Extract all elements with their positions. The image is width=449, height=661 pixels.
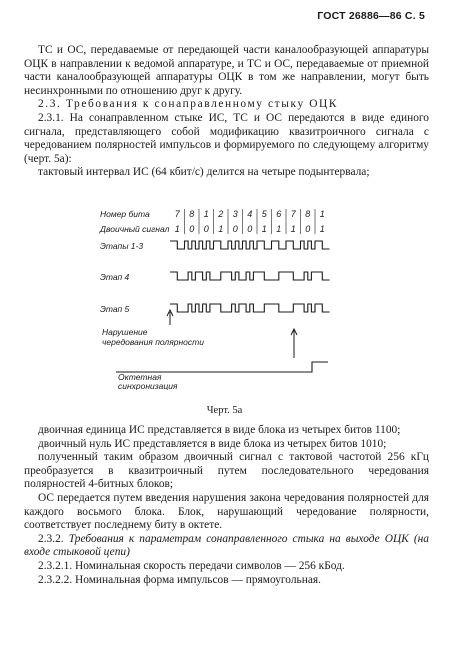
paragraph-binary-zero: двоичный нуль ИС представляется в виде блока из четырех битов 1010;	[38, 437, 387, 450]
paragraph-subinterval: тактовый интервал ИС (64 кбит/с) делится на четыре подынтервала;	[38, 166, 370, 179]
violation-arrow-1	[167, 310, 173, 325]
section-number-2-3-2: 2.3.2.	[38, 532, 64, 545]
bit-columns	[175, 209, 325, 234]
violation-arrow-2	[291, 329, 297, 358]
binary-value: 1	[276, 224, 282, 234]
paragraph-quasi-ternary: полученный таким образом двоичный сигнал с тактовой частотой 256 кГц преобразуется в квазитроичный путем последовательного чередования полярностей 4-битных блоков;	[24, 451, 429, 491]
figure-caption: Черт. 5а	[206, 405, 243, 416]
bit-number: 1	[203, 209, 209, 219]
bit-number: 5	[261, 209, 267, 219]
bit-number: 6	[276, 209, 282, 219]
binary-value: 1	[319, 224, 325, 234]
bit-number: 8	[189, 209, 195, 219]
paragraph-1: ТС и ОС, передаваемые от передающей части каналообразующей аппаратуры ОЦК в направлении к ведомой аппаратуре, и ТС и ОС, передаваемые от приемной части каналообразующей аппаратуры ОЦК в том же направлении, могут быть несинхронными по отношению друг к другу.	[24, 44, 429, 97]
sync-label-line-2: синхронизация	[118, 381, 178, 390]
top-text	[24, 44, 429, 180]
stage-1-3-waveform	[170, 241, 330, 249]
row-label-bit-number: Номер бита	[100, 209, 150, 219]
octet-sync-pulse	[116, 362, 328, 372]
sync-label-line-1: Октетная	[118, 372, 162, 382]
binary-value: 1	[290, 224, 296, 234]
violation-label-line-1: Нарушение	[102, 327, 148, 337]
binary-value: 1	[174, 224, 180, 234]
bit-number: 7	[290, 209, 296, 219]
paragraph-octet-signal: ОС передается путем введения нарушения закона чередования полярностей для каждого восьмого блока. Блок, нарушающий чередование полярности, соответствует последнему биту в октете.	[24, 491, 429, 532]
paragraph-2-3-2-1: 2.3.2.1. Номинальная скорость передачи символов — 256 кБод.	[38, 559, 345, 572]
bit-number: 7	[174, 209, 180, 219]
paragraph-2-3-1: 2.3.1. На сонаправленном стыке ИС, ТС и ОС передаются в виде единого сигнала, представляющего собой модификацию квазитроичного сигнала с чередованием полярностей импульсов и формируемого по следующему алгоритму (черт. 5а):	[24, 111, 429, 165]
row-label-stage-4: Этап 4	[100, 272, 130, 282]
section-heading-2-3: 2.3. Требования к сонаправленному стыку ОЦК	[38, 98, 339, 111]
paragraph-2-3-2	[24, 533, 429, 560]
paragraph-binary-one: двоичная единица ИС представляется в виде блока из четырех битов 1100;	[38, 424, 401, 436]
violation-label-line-2: чередования полярности	[102, 337, 204, 347]
binary-value: 0	[189, 224, 195, 234]
binary-value: 0	[203, 224, 209, 234]
stage-5-waveform	[170, 304, 330, 312]
row-label-stage-5: Этап 5	[100, 304, 130, 314]
bit-number: 2	[218, 209, 224, 219]
binary-value: 0	[305, 224, 311, 234]
row-label-binary: Двоичный сигнал	[100, 224, 170, 234]
stage-4-waveform	[170, 272, 330, 280]
bottom-text	[24, 424, 429, 587]
bit-number: 4	[247, 209, 253, 219]
binary-value: 0	[247, 224, 253, 234]
page-header: ГОСТ 26886—86 С. 5	[317, 10, 425, 22]
paragraph-2-3-2-2: 2.3.2.2. Номинальная форма импульсов — прямоугольная.	[38, 573, 321, 586]
bit-number: 8	[305, 209, 311, 219]
bit-number: 3	[232, 209, 238, 219]
row-label-stages-1-3: Этапы 1-3	[100, 241, 144, 251]
timing-diagram	[96, 208, 336, 390]
binary-value: 1	[261, 224, 267, 234]
section-title-2-3-2: Требования к параметрам сонаправленного стыка на выходе ОЦК (на входе стыковой цепи)	[24, 532, 429, 559]
bit-number: 1	[319, 209, 325, 219]
binary-value: 1	[218, 224, 224, 234]
binary-value: 0	[232, 224, 238, 234]
